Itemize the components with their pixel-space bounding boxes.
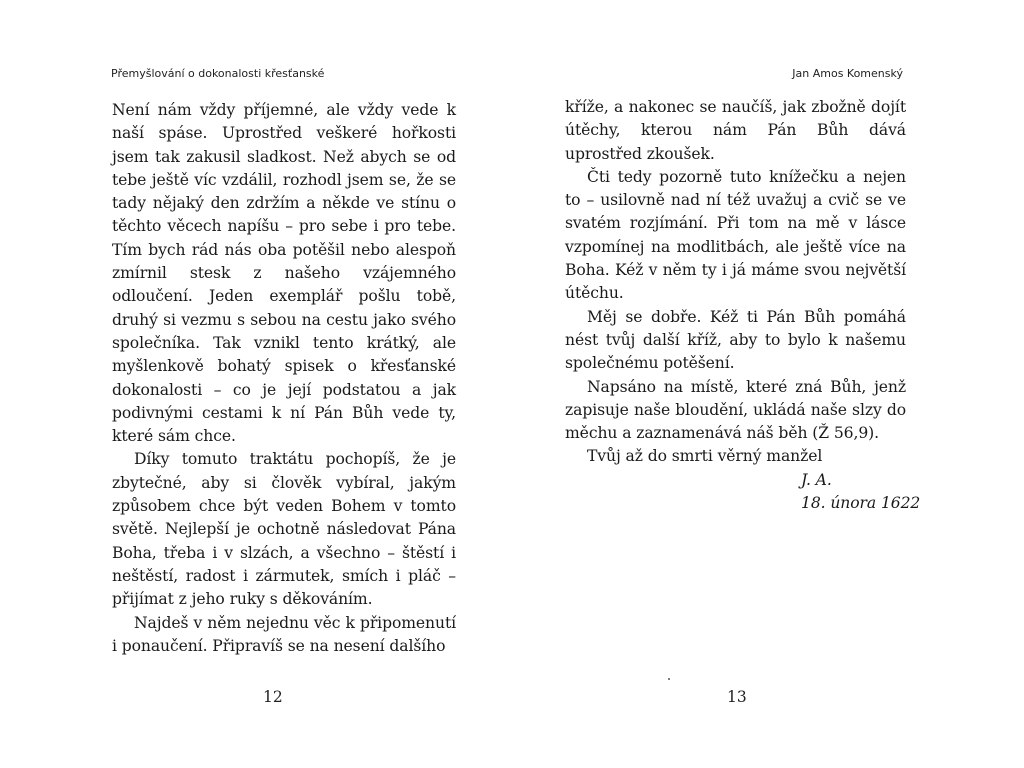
paragraph: kříže, a nakonec se naučíš, jak zbožně dojít útěchy, kterou nám Pán Bůh dává uprostřed zkoušek.	[565, 98, 906, 163]
right-page-body	[565, 96, 921, 515]
running-header-left: Přemyšlování o dokonalosti křesťanské	[111, 67, 325, 80]
left-page-body	[112, 99, 456, 658]
paragraph: Najdeš v něm nejednu věc k připomenutí i ponaučení. Připravíš se na nesení dalšího	[112, 613, 456, 655]
paragraph: Není nám vždy příjemné, ale vždy vede k naší spáse. Uprostřed veškeré hořkosti jsem tak zakusil sladkost. Než abych se od tebe ještě víc vzdálil, rozhodl jsem se, že se tady nějaký den zdržím a někde ve stínu o těchto věcech napíšu – pro sebe i pro tebe. Tím bych rád nás oba potěšil nebo alespoň zmírnil stesk z našeho vzájemného odloučení. Jeden exemplář pošlu tobě, druhý si vezmu s sebou na cestu jako svého společníka. Tak vznikl tento krátký, ale myšlenkově bohatý spisek o křesťanské dokonalosti – co je její podstatou a jak podivnými cestami k ní Pán Bůh vede ty, které sám chce.	[112, 101, 456, 446]
running-header-right: Jan Amos Komenský	[792, 67, 903, 80]
signature: J. A.	[801, 470, 832, 489]
paragraph: Měj se dobře. Kéž ti Pán Bůh pomáhá nést tvůj další kříž, aby to bylo k našemu společnému potěšení.	[565, 307, 906, 373]
paragraph: Napsáno na místě, které zná Bůh, jenž zapisuje naše bloudění, ukládá naše slzy do měchu a zaznamenává náš běh (Ž 56,9).	[565, 377, 906, 443]
page-number-right: 13	[727, 688, 747, 706]
closing-line: Tvůj až do smrti věrný manžel	[587, 447, 823, 466]
paragraph: Čti tedy pozorně tuto knížečku a nejen to – usilovně nad ní též uvažuj a cvič se ve svatém rozjímání. Při tom na mě v lásce vzpomínej na modlitbách, ale ještě více na Boha. Kéž v něm ty i já máme svou největší útěchu.	[565, 167, 906, 303]
scan-speck	[668, 678, 670, 680]
letter-date: 18. února 1622	[801, 494, 921, 513]
paragraph: Díky tomuto traktátu pochopíš, že je zbytečné, aby si člověk vybíral, jakým způsobem chce být veden Bohem v tomto světě. Nejlepší je ochotně následovat Pána Boha, třeba i v slzách, a všechno – štěstí i neštěstí, radost i zármutek, smích i pláč – přijímat z jeho ruky s děkováním.	[112, 450, 456, 609]
page-number-left: 12	[263, 688, 283, 706]
